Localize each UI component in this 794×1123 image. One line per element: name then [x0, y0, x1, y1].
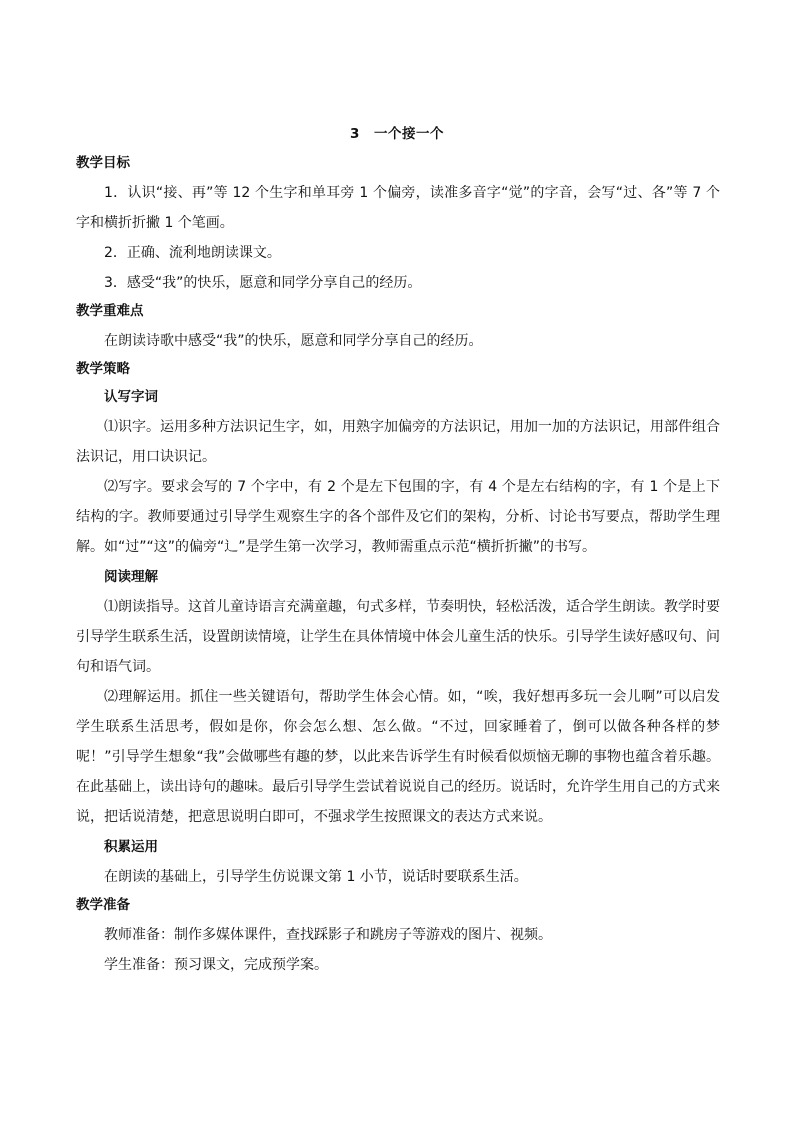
teacher-preparation: 教师准备：制作多媒体课件，查找踩影子和跳房子等游戏的图片、视频。 [104, 927, 552, 943]
goal-item-1: 1．认识“接、再”等 12 个生字和单耳旁 1 个偏旁，读准多音字“觉”的字音，会写“过、各”等 7 个字和横折折撇 1 个笔画。 [76, 185, 720, 231]
key-points-heading: 教学重难点 [76, 303, 144, 319]
student-preparation: 学生准备：预习课文，完成预学案。 [104, 957, 328, 973]
reading-subheading: 阅读理解 [104, 569, 158, 585]
reading-paragraph-2: ⑵理解运用。抓住一些关键语句，帮助学生体会心情。如，“唉，我好想再多玩一会儿啊”可以启发学生联系生活思考，假如是你，你会怎么想、怎么做。“不过，回家睡着了，倒可以做各种各样的梦呢！”引导学生想象“我”会做哪些有趣的梦，以此来告诉学生有时候看似烦恼无聊的事物也蕴含着乐趣。在此基础上，读出诗句的趣味。最后引导学生尝试着说说自己的经历。说话时，允许学生用自己的方式来说，把话说清楚，把意思说明白即可，不强求学生按照课文的表达方式来说。 [76, 689, 720, 825]
practice-subheading: 积累运用 [104, 839, 158, 855]
goal-item-3: 3．感受“我”的快乐，愿意和同学分享自己的经历。 [104, 275, 422, 291]
practice-text: 在朗读的基础上，引导学生仿说课文第 1 小节，说话时要联系生活。 [104, 869, 528, 885]
writing-paragraph-1: ⑴识字。运用多种方法识记生字，如，用熟字加偏旁的方法识记，用加一加的方法识记，用部件组合法识记，用口诀识记。 [76, 419, 720, 465]
reading-paragraph-1: ⑴朗读指导。这首儿童诗语言充满童趣，句式多样，节奏明快，轻松活泼，适合学生朗读。教学时要引导学生联系生活，设置朗读情境，让学生在具体情境中体会儿童生活的快乐。引导学生读好感叹句、问句和语气词。 [76, 599, 720, 675]
goal-item-2: 2．正确、流利地朗读课文。 [104, 245, 281, 261]
lesson-number: 3 [350, 126, 360, 142]
writing-paragraph-2: ⑵写字。要求会写的 7 个字中，有 2 个是左下包围的字，有 4 个是左右结构的字，有 1 个是上下结构的字。教师要通过引导学生观察生字的各个部件及它们的架构，分析、讨论书写要点，帮助学生理解。如“过”“这”的偏旁“辶”是学生第一次学习，教师需重点示范“横折折撇”的书写。 [76, 479, 720, 555]
preparation-heading: 教学准备 [76, 897, 130, 913]
document-body [76, 150, 720, 980]
goals-heading: 教学目标 [76, 155, 130, 171]
strategy-heading: 教学策略 [76, 361, 130, 377]
writing-subheading: 认写字词 [104, 389, 158, 405]
lesson-title [0, 122, 794, 142]
key-points-text: 在朗读诗歌中感受“我”的快乐，愿意和同学分享自己的经历。 [104, 333, 483, 349]
lesson-title-text: 一个接一个 [373, 126, 444, 142]
